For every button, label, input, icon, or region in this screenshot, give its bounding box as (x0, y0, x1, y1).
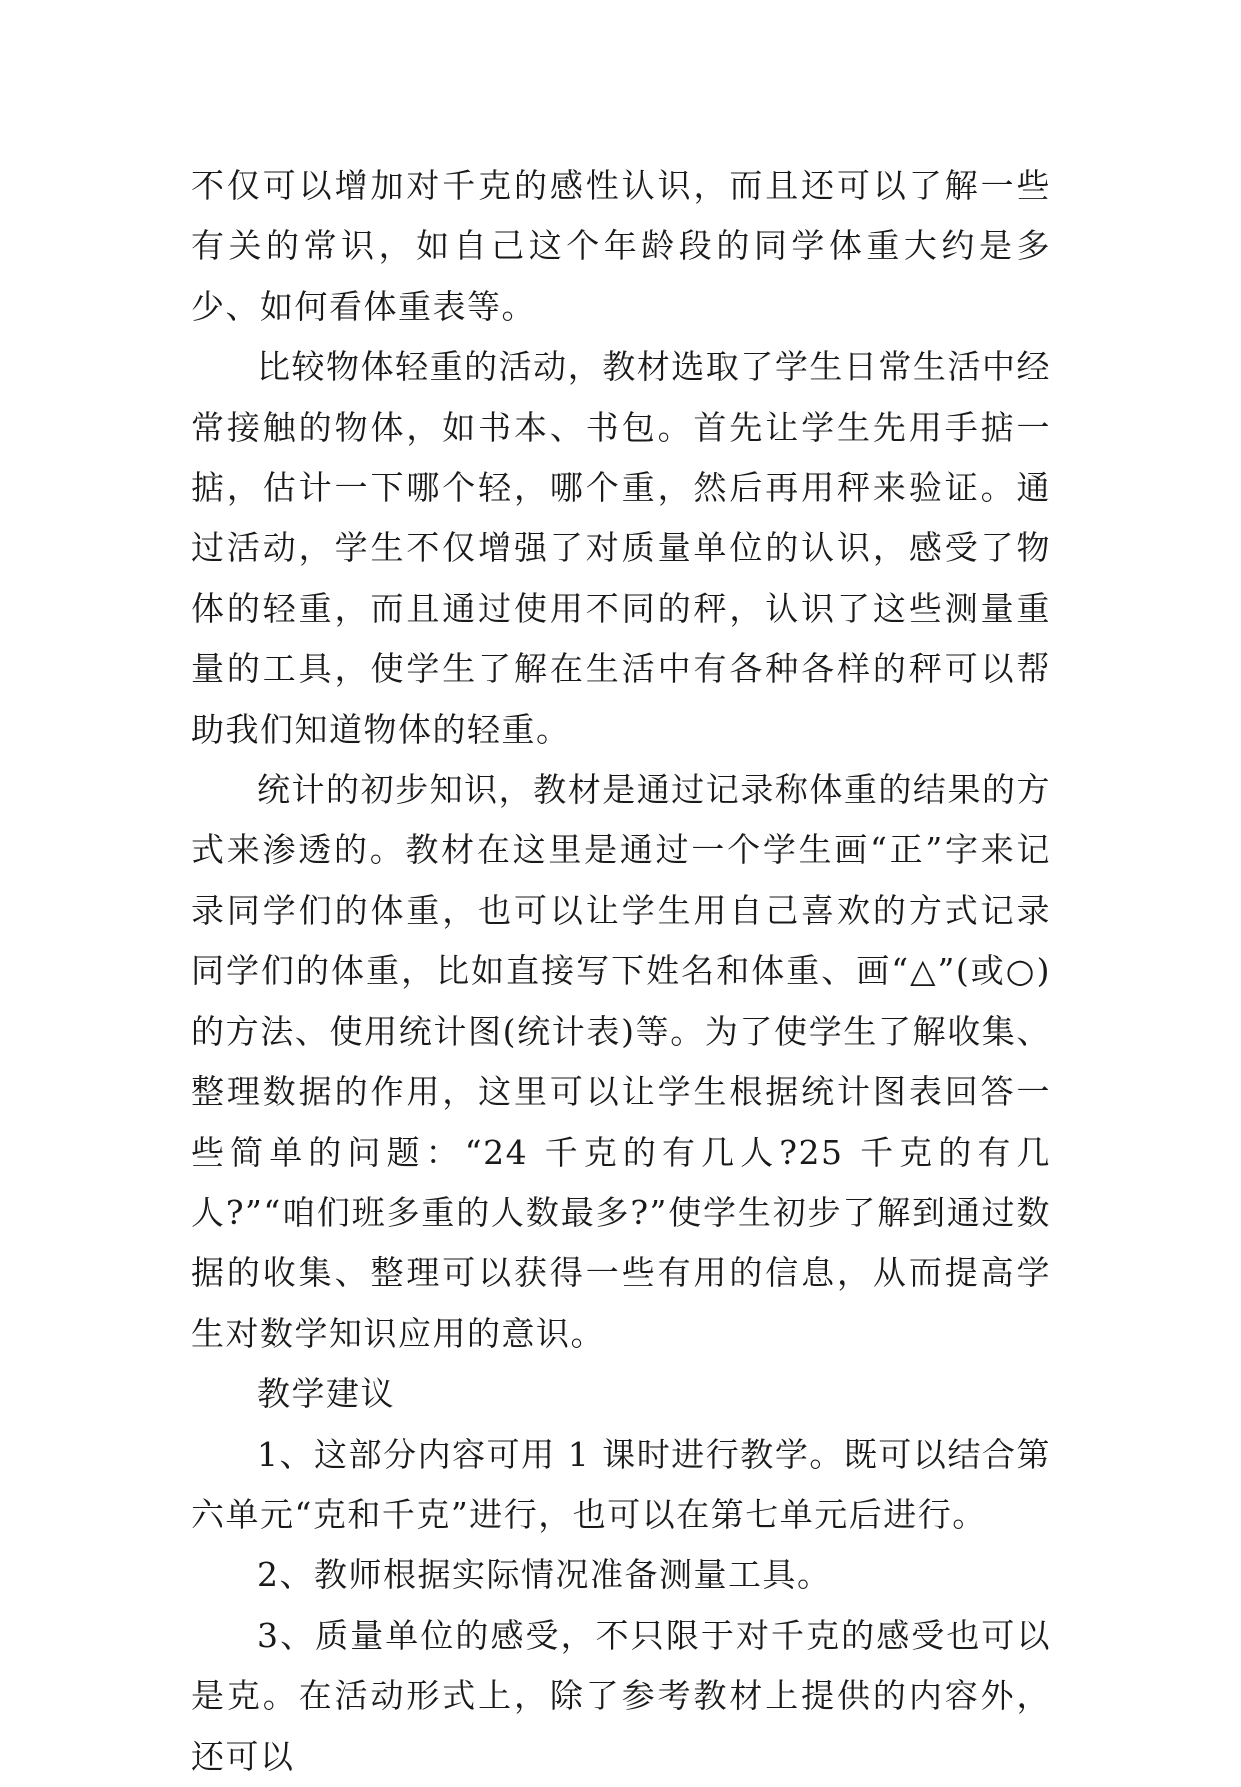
suggestion-item-2: 2、教师根据实际情况准备测量工具。 (257, 1555, 832, 1595)
paragraph-weight-comparison: 比较物体轻重的活动，教材选取了学生日常生活中经常接触的物体，如书本、书包。首先让学生先用手掂一掂，估计一下哪个轻，哪个重，然后再用秤来验证。通过活动，学生不仅增强了对质量单位的认识，感受了物体的轻重，而且通过使用不同的秤，认识了这些测量重量的工具，使学生了解在生活中有各种各样的秤可以帮助我们知道物体的轻重。 (191, 347, 1051, 749)
document-body (191, 156, 1051, 1787)
paragraph-continuation: 不仅可以增加对千克的感性认识，而且还可以了解一些有关的常识，如自己这个年龄段的同学体重大约是多少、如何看体重表等。 (191, 166, 1051, 326)
suggestion-item-3: 3、质量单位的感受，不只限于对千克的感受也可以是克。在活动形式上，除了参考教材上提供的内容外，还可以 (191, 1615, 1051, 1776)
suggestion-item-1: 1、这部分内容可用 1 课时进行教学。既可以结合第六单元“克和千克”进行，也可以在第七单元后进行。 (191, 1434, 1051, 1534)
section-heading-teaching-suggestions: 教学建议 (257, 1374, 395, 1414)
paragraph-statistics: 统计的初步知识，教材是通过记录称体重的结果的方式来渗透的。教材在这里是通过一个学生画“正”字来记录同学们的体重，也可以让学生用自己喜欢的方式记录同学们的体重，比如直接写下姓名和体重、画“△”(或○)的方法、使用统计图(统计表)等。为了使学生了解收集、整理数据的作用，这里可以让学生根据统计图表回答一些简单的问题：“24 千克的有几人?25 千克的有几人?”“咱们班多重的人数最多?”使学生初步了解到通过数据的收集、整理可以获得一些有用的信息，从而提高学生对数学知识应用的意识。 (191, 770, 1051, 1353)
